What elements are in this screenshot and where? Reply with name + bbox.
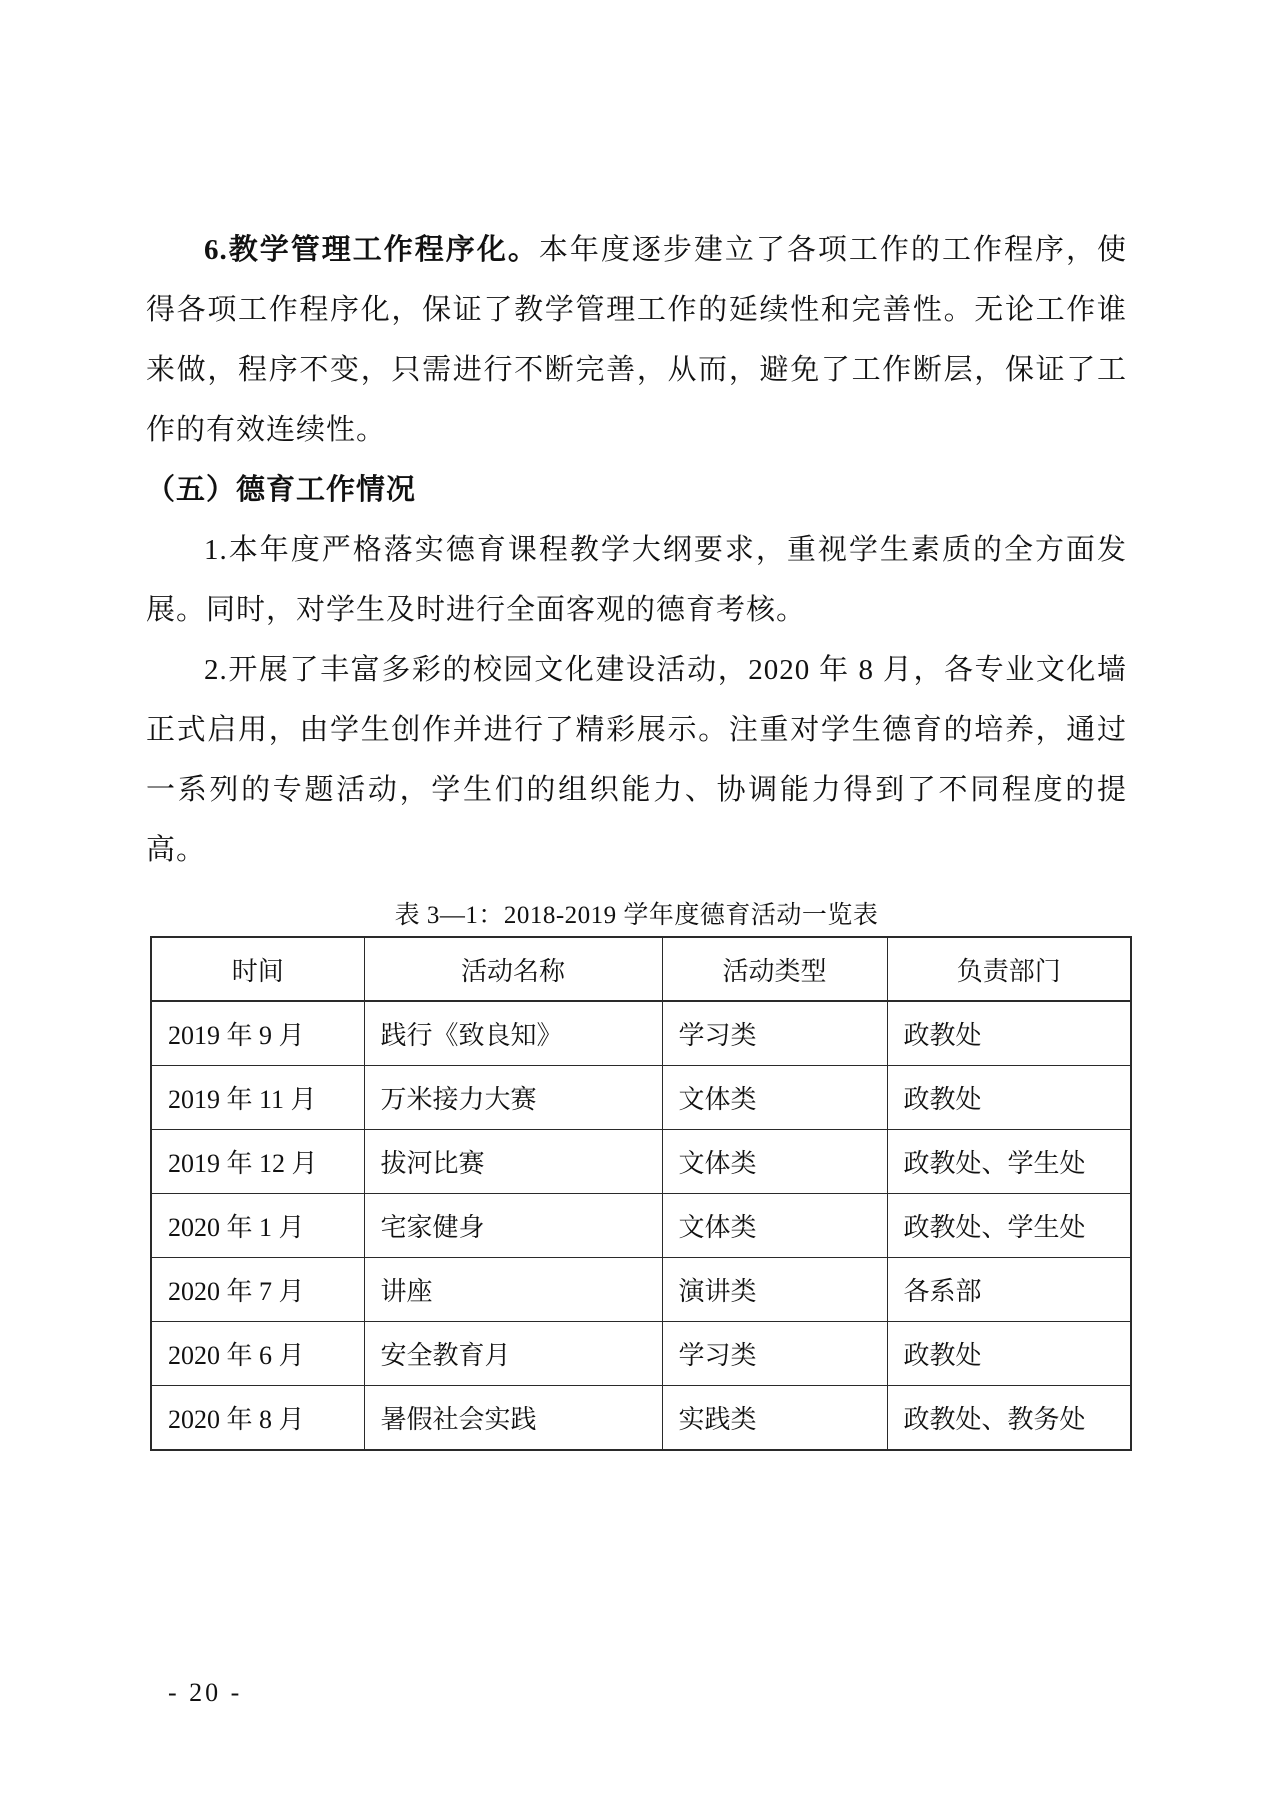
table-cell-col3: 实践类 bbox=[662, 1386, 887, 1451]
table-cell-col1: 2020 年 6 月 bbox=[151, 1322, 364, 1386]
paragraph-moral-education-2: 2.开展了丰富多彩的校园文化建设活动，2020 年 8 月，各专业文化墙正式启用，由学生创作并进行了精彩展示。注重对学生德育的培养，通过一系列的专题活动，学生们的组织能力、协调能力得到了不同程度的提高。 bbox=[146, 654, 1127, 866]
table-cell-col4: 政教处 bbox=[887, 1066, 1131, 1130]
table-cell-col4: 政教处 bbox=[887, 1322, 1131, 1386]
column-header-4: 负责部门 bbox=[887, 937, 1131, 1001]
table-row bbox=[151, 1386, 1131, 1451]
table-cell-col4: 政教处、学生处 bbox=[887, 1130, 1131, 1194]
table-cell-col2: 宅家健身 bbox=[364, 1194, 662, 1258]
table-header-row bbox=[151, 937, 1131, 1001]
paragraph-teaching-management-body: 本年度逐步建立了各项工作的工作程序，使得各项工作程序化，保证了教学管理工作的延续性和完善性。无论工作谁来做，程序不变，只需进行不断完善，从而，避免了工作断层，保证了工作的有效连续性。 bbox=[146, 234, 1127, 446]
page-number: - 20 - bbox=[168, 1678, 243, 1707]
moral-activities-table bbox=[150, 936, 1132, 1451]
paragraph-moral-education-1: 1.本年度严格落实德育课程教学大纲要求，重视学生素质的全方面发展。同时，对学生及时进行全面客观的德育考核。 bbox=[146, 534, 1127, 626]
table-cell-col1: 2019 年 12 月 bbox=[151, 1130, 364, 1194]
table-cell-col4: 政教处、教务处 bbox=[887, 1386, 1131, 1451]
table-cell-col1: 2020 年 1 月 bbox=[151, 1194, 364, 1258]
table-cell-col3: 学习类 bbox=[662, 1322, 887, 1386]
column-header-1: 时间 bbox=[151, 937, 364, 1001]
table-cell-col2: 讲座 bbox=[364, 1258, 662, 1322]
table-cell-col1: 2020 年 8 月 bbox=[151, 1386, 364, 1451]
table-cell-col2: 践行《致良知》 bbox=[364, 1001, 662, 1066]
section-heading-moral-education: （五）德育工作情况 bbox=[146, 474, 417, 506]
column-header-2: 活动名称 bbox=[364, 937, 662, 1001]
table-cell-col1: 2019 年 11 月 bbox=[151, 1066, 364, 1130]
table-row bbox=[151, 1258, 1131, 1322]
column-header-3: 活动类型 bbox=[662, 937, 887, 1001]
table-row bbox=[151, 1194, 1131, 1258]
paragraph-teaching-management bbox=[146, 220, 1127, 460]
table-cell-col3: 学习类 bbox=[662, 1001, 887, 1066]
table-row bbox=[151, 1066, 1131, 1130]
table-cell-col1: 2019 年 9 月 bbox=[151, 1001, 364, 1066]
table-cell-col3: 文体类 bbox=[662, 1130, 887, 1194]
table-row bbox=[151, 1001, 1131, 1066]
table-row bbox=[151, 1322, 1131, 1386]
table-cell-col2: 拔河比赛 bbox=[364, 1130, 662, 1194]
table-cell-col1: 2020 年 7 月 bbox=[151, 1258, 364, 1322]
table-cell-col2: 万米接力大赛 bbox=[364, 1066, 662, 1130]
table-cell-col4: 政教处、学生处 bbox=[887, 1194, 1131, 1258]
table-row bbox=[151, 1130, 1131, 1194]
table-cell-col3: 文体类 bbox=[662, 1066, 887, 1130]
table-cell-col3: 演讲类 bbox=[662, 1258, 887, 1322]
table-caption: 表 3—1：2018-2019 学年度德育活动一览表 bbox=[394, 902, 879, 929]
table-cell-col4: 政教处 bbox=[887, 1001, 1131, 1066]
table-cell-col2: 安全教育月 bbox=[364, 1322, 662, 1386]
document-content bbox=[146, 0, 1127, 1451]
table-cell-col4: 各系部 bbox=[887, 1258, 1131, 1322]
table-cell-col2: 暑假社会实践 bbox=[364, 1386, 662, 1451]
paragraph-teaching-management-lead: 6.教学管理工作程序化。 bbox=[204, 234, 539, 266]
table-cell-col3: 文体类 bbox=[662, 1194, 887, 1258]
